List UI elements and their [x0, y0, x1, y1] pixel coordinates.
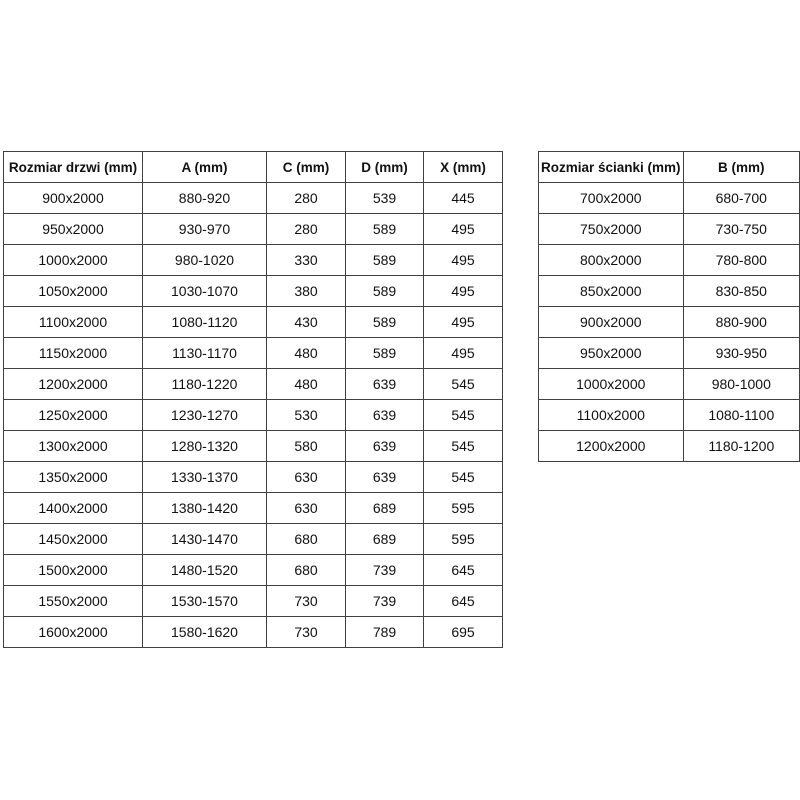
- table-cell: 689: [346, 493, 424, 524]
- table-cell: 495: [424, 214, 503, 245]
- table-cell: 700x2000: [539, 183, 684, 214]
- column-header: B (mm): [683, 152, 799, 183]
- table-cell: 1380-1420: [143, 493, 267, 524]
- table-cell: 630: [267, 493, 346, 524]
- wall-panel-dimensions-table: [538, 151, 800, 462]
- table-cell: 589: [346, 338, 424, 369]
- table-cell: 739: [346, 586, 424, 617]
- table-cell: 595: [424, 524, 503, 555]
- table-cell: 730-750: [683, 214, 799, 245]
- table-cell: 1200x2000: [4, 369, 143, 400]
- table-row: [4, 183, 503, 214]
- column-header: X (mm): [424, 152, 503, 183]
- table-row: [4, 617, 503, 648]
- table-cell: 730: [267, 586, 346, 617]
- table-cell: 480: [267, 338, 346, 369]
- table-cell: 1330-1370: [143, 462, 267, 493]
- table-cell: 739: [346, 555, 424, 586]
- table-row: [539, 245, 800, 276]
- table-cell: 639: [346, 400, 424, 431]
- column-header: Rozmiar ścianki (mm): [539, 152, 684, 183]
- table-cell: 1280-1320: [143, 431, 267, 462]
- table-cell: 1000x2000: [4, 245, 143, 276]
- table-cell: 880-920: [143, 183, 267, 214]
- table-cell: 495: [424, 276, 503, 307]
- table-cell: 1600x2000: [4, 617, 143, 648]
- table-row: [539, 338, 800, 369]
- table-cell: 495: [424, 245, 503, 276]
- table-cell: 1350x2000: [4, 462, 143, 493]
- column-header: Rozmiar drzwi (mm): [4, 152, 143, 183]
- table-row: [4, 214, 503, 245]
- table-row: [539, 369, 800, 400]
- table-cell: 900x2000: [539, 307, 684, 338]
- table-cell: 1150x2000: [4, 338, 143, 369]
- table-cell: 1430-1470: [143, 524, 267, 555]
- door-dimensions-table: [3, 151, 503, 648]
- column-header: C (mm): [267, 152, 346, 183]
- table-row: [4, 586, 503, 617]
- table-cell: 1300x2000: [4, 431, 143, 462]
- table-row: [4, 369, 503, 400]
- table-cell: 980-1020: [143, 245, 267, 276]
- table-cell: 789: [346, 617, 424, 648]
- table-cell: 1480-1520: [143, 555, 267, 586]
- table-cell: 930-950: [683, 338, 799, 369]
- table-cell: 950x2000: [4, 214, 143, 245]
- table-cell: 1250x2000: [4, 400, 143, 431]
- column-header: D (mm): [346, 152, 424, 183]
- table-cell: 950x2000: [539, 338, 684, 369]
- table-cell: 580: [267, 431, 346, 462]
- table-row: [4, 338, 503, 369]
- table-cell: 880-900: [683, 307, 799, 338]
- table-cell: 680: [267, 555, 346, 586]
- table-cell: 680-700: [683, 183, 799, 214]
- table-cell: 1500x2000: [4, 555, 143, 586]
- table-cell: 800x2000: [539, 245, 684, 276]
- table-cell: 280: [267, 183, 346, 214]
- table-cell: 1550x2000: [4, 586, 143, 617]
- table-cell: 430: [267, 307, 346, 338]
- table-cell: 1100x2000: [4, 307, 143, 338]
- table-row: [4, 524, 503, 555]
- table-cell: 480: [267, 369, 346, 400]
- table-cell: 495: [424, 307, 503, 338]
- table-row: [539, 214, 800, 245]
- table-cell: 545: [424, 462, 503, 493]
- table-cell: 539: [346, 183, 424, 214]
- column-header: A (mm): [143, 152, 267, 183]
- table-cell: 645: [424, 586, 503, 617]
- table-cell: 1080-1120: [143, 307, 267, 338]
- table-cell: 900x2000: [4, 183, 143, 214]
- table-cell: 930-970: [143, 214, 267, 245]
- table-cell: 1180-1200: [683, 431, 799, 462]
- table-cell: 1030-1070: [143, 276, 267, 307]
- table-row: [539, 400, 800, 431]
- table-row: [4, 400, 503, 431]
- table-cell: 639: [346, 431, 424, 462]
- table-cell: 530: [267, 400, 346, 431]
- table-cell: 730: [267, 617, 346, 648]
- table-cell: 280: [267, 214, 346, 245]
- table-row: [539, 431, 800, 462]
- table-row: [4, 431, 503, 462]
- table-cell: 1230-1270: [143, 400, 267, 431]
- table-cell: 330: [267, 245, 346, 276]
- table-cell: 545: [424, 400, 503, 431]
- table-cell: 630: [267, 462, 346, 493]
- table-row: [4, 276, 503, 307]
- table-cell: 689: [346, 524, 424, 555]
- table-cell: 495: [424, 338, 503, 369]
- table-cell: 589: [346, 214, 424, 245]
- table-cell: 830-850: [683, 276, 799, 307]
- table-row: [4, 307, 503, 338]
- table-row: [4, 245, 503, 276]
- table-cell: 589: [346, 307, 424, 338]
- table-cell: 850x2000: [539, 276, 684, 307]
- table-cell: 1000x2000: [539, 369, 684, 400]
- table-cell: 1130-1170: [143, 338, 267, 369]
- table-cell: 639: [346, 462, 424, 493]
- table-cell: 1050x2000: [4, 276, 143, 307]
- table-cell: 780-800: [683, 245, 799, 276]
- table-row: [4, 462, 503, 493]
- table-cell: 1400x2000: [4, 493, 143, 524]
- table-cell: 1180-1220: [143, 369, 267, 400]
- table-row: [539, 183, 800, 214]
- table-row: [4, 555, 503, 586]
- table-cell: 680: [267, 524, 346, 555]
- table-cell: 980-1000: [683, 369, 799, 400]
- table-cell: 545: [424, 431, 503, 462]
- table-cell: 1200x2000: [539, 431, 684, 462]
- table-cell: 380: [267, 276, 346, 307]
- table-cell: 595: [424, 493, 503, 524]
- table-cell: 645: [424, 555, 503, 586]
- table-cell: 1080-1100: [683, 400, 799, 431]
- header-row: [539, 152, 800, 183]
- table-cell: 589: [346, 245, 424, 276]
- table-cell: 1530-1570: [143, 586, 267, 617]
- table-cell: 1450x2000: [4, 524, 143, 555]
- table-cell: 1100x2000: [539, 400, 684, 431]
- table-cell: 1580-1620: [143, 617, 267, 648]
- table-cell: 750x2000: [539, 214, 684, 245]
- table-cell: 639: [346, 369, 424, 400]
- table-cell: 589: [346, 276, 424, 307]
- table-cell: 545: [424, 369, 503, 400]
- table-cell: 695: [424, 617, 503, 648]
- header-row: [4, 152, 503, 183]
- table-row: [539, 307, 800, 338]
- table-row: [539, 276, 800, 307]
- table-cell: 445: [424, 183, 503, 214]
- table-row: [4, 493, 503, 524]
